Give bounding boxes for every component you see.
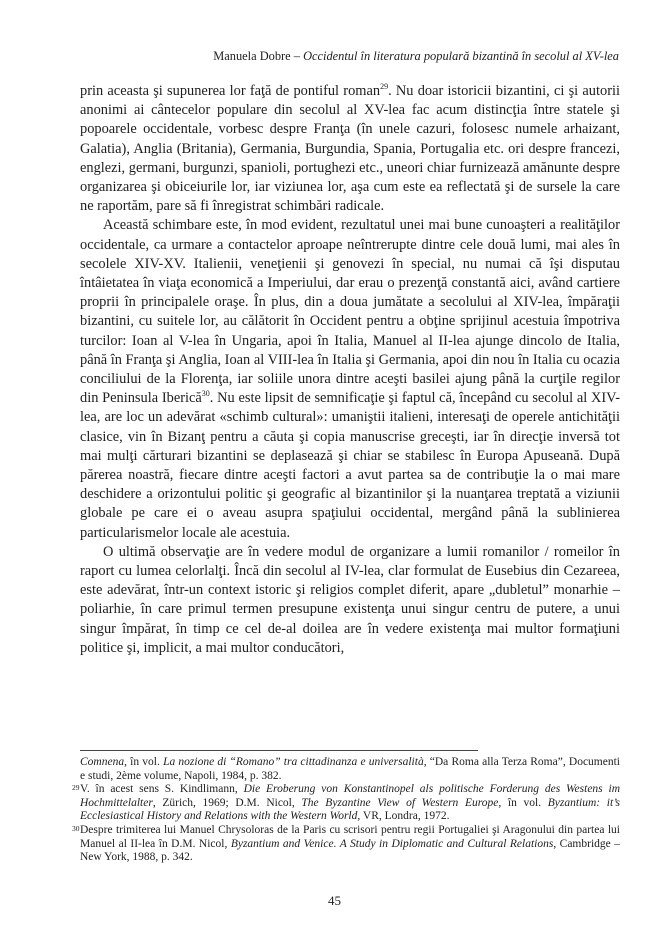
footnote-29-italic-1: Die Eroberung von Konstantinopel als politische Forderung des Westens im Hochmittelalter xyxy=(80,783,620,809)
paragraph-1-text-a: prin aceasta şi supunerea lor faţă de pontiful roman xyxy=(80,83,381,99)
footnote-29-number: 29 xyxy=(72,783,80,793)
footnote-continuation-text-b: , “Da Roma alla Terza Roma”, Documenti e studi, 2ème volume, Napoli, 1984, p. 382. xyxy=(80,756,621,782)
footnote-continuation-italic-2: La nozione di “Romano” tra cittadinanza e universalità xyxy=(163,756,424,768)
footnote-30-italic-1: Byzantium and Venice. A Study in Diplomatic and Cultural Relations xyxy=(230,837,554,850)
footnote-separator xyxy=(80,750,478,751)
paragraph-1-text-b: . Nu doar istoricii bizantini, ci şi autorii anonimi ai cântecelor populare din secolul al XV-lea fac acum distincţia între statele şi popoarele occidentale, vorbesc despre Franţa (în unele cazuri, folosesc numele arhaizant, Galatia), Anglia (Britania), Germania, Burgundia, Spania, Portugalia etc. ori despre francezi, englezi, germani, burgunzi, spanioli, portughezi etc., uneori chiar furnizează amănunte despre organizarea şi obiceiurile lor, iar viziunea lor, aşa cum este ea reflectată şi de sursele la care ne raportăm, pare să fi înregistrat schimbări radicale. xyxy=(80,83,620,215)
footnote-29-text-b: , Zürich, 1969; D.M. Nicol, xyxy=(152,796,302,809)
paragraph-2-text-a: Această schimbare este, în mod evident, rezultatul unei mai bune cunoaşteri a realităţilor occidentale, ca urmare a contactelor aproape neîntrerupte dintre cele două lumi, mai ales în secolele XIV-XV. Italienii, veneţienii şi genovezi în special, nu numai că îşi disputau întâietatea în viaţa economică a Imperiului, dar erau o prezenţă constantă aici, având cartiere proprii în principalele oraşe. În plus, din a doua jumătate a secolului al XIV-lea, împăraţii bizantini, cu suitele lor, au călătorit în Occident pentru a obţine sprijinul acestuia împotriva turcilor: Ioan al V-lea în Ungaria, apoi în Italia, Manuel al II-lea ajunge dincolo de Italia, până în Franţa şi Anglia, Ioan al VIII-lea în Italia şi Germania, apoi din nou în Italia cu ocazia conciliului de la Florenţa, iar soliile unora dintre aceşti basilei ajung până la curţile regilor din Peninsula Iberică xyxy=(80,217,620,407)
paragraph-1 xyxy=(80,82,620,216)
running-head-title: Occidentul în literatura populară bizantină în secolul al XV-lea xyxy=(303,49,619,63)
footnote-continuation-text-a: , în vol. xyxy=(124,756,164,768)
running-head-author: Manuela Dobre – xyxy=(213,49,304,63)
footnote-ref-29: 29 xyxy=(380,82,389,91)
footnote-29-text-a: V. în acest sens S. Kindlimann, xyxy=(80,783,244,796)
footnote-29-italic-2: The Byzantine View of Western Europe xyxy=(301,796,499,809)
footnote-30-number: 30 xyxy=(72,823,80,833)
running-head xyxy=(80,49,619,64)
footnote-continuation xyxy=(80,756,620,783)
footnote-29-text-d: , VR, Londra, 1972. xyxy=(357,810,450,823)
footnote-ref-30: 30 xyxy=(201,389,210,399)
page-number: 45 xyxy=(328,893,341,908)
body-text xyxy=(80,82,620,658)
paragraph-2 xyxy=(80,216,620,542)
footnote-30 xyxy=(72,823,620,865)
paragraph-2-text-b: . Nu este lipsit de semnificaţie şi faptul că, începând cu secolul al XIV-lea, are loc un adevărat «schimb cultural»: umaniştii italieni, interesaţi de operele antichităţii clasice, vin în Bizanţ pentru a căuta şi copia manuscrise greceşti, iar în direcţie inversă tot mai mulţi cărturari bizantini se deplasează şi chiar se stabilesc în Europa Apuseană. După părerea noastră, fiecare dintre aceşti factori a avut partea sa de contribuţie la o mai mare deschidere a orizontului politic şi geografic al bizantinilor şi la nuanţarea treptată a viziunii globale pe care ei o aveau asupra spaţiului occidental, mergând până la sublinierea particularismelor locale ale acestuia. xyxy=(80,390,621,541)
footnote-29-italic-3: Byzantium: it’s Ecclesiastical History and Relations with the Western World xyxy=(80,796,620,823)
footnote-29 xyxy=(72,783,620,824)
footnote-30-text-b: , Cambridge – New York, 1988, p. 342. xyxy=(80,837,620,864)
footnote-30-text-a: Despre trimiterea lui Manuel Chrysoloras de la Paris cu scrisori pentru regii Portugaliei şi Aragonului din partea lui Manuel al II-lea în D.M. Nicol, xyxy=(80,823,620,850)
footnote-29-text-c: , în vol. xyxy=(498,796,548,809)
footnotes xyxy=(72,756,621,865)
footnote-continuation-italic: Comnena xyxy=(80,756,125,768)
paragraph-3: O ultimă observaţie are în vedere modul de organizare a lumii romanilor / romeilor în raport cu lumea celorlalţi. Încă din secolul al IV-lea, clar formulat de Eusebius din Cezareea, este adevărat, într-un context istoric şi religios complet diferit, apare „dubletul” monarhie – poliarhie, în care primul termen presupune existenţa unui singur centru de putere, a unui singur împărat, în timp ce cel de-al doilea are în vedere existenţa mai multor formaţiuni politice şi, implicit, a mai multor conducători, xyxy=(80,543,620,656)
